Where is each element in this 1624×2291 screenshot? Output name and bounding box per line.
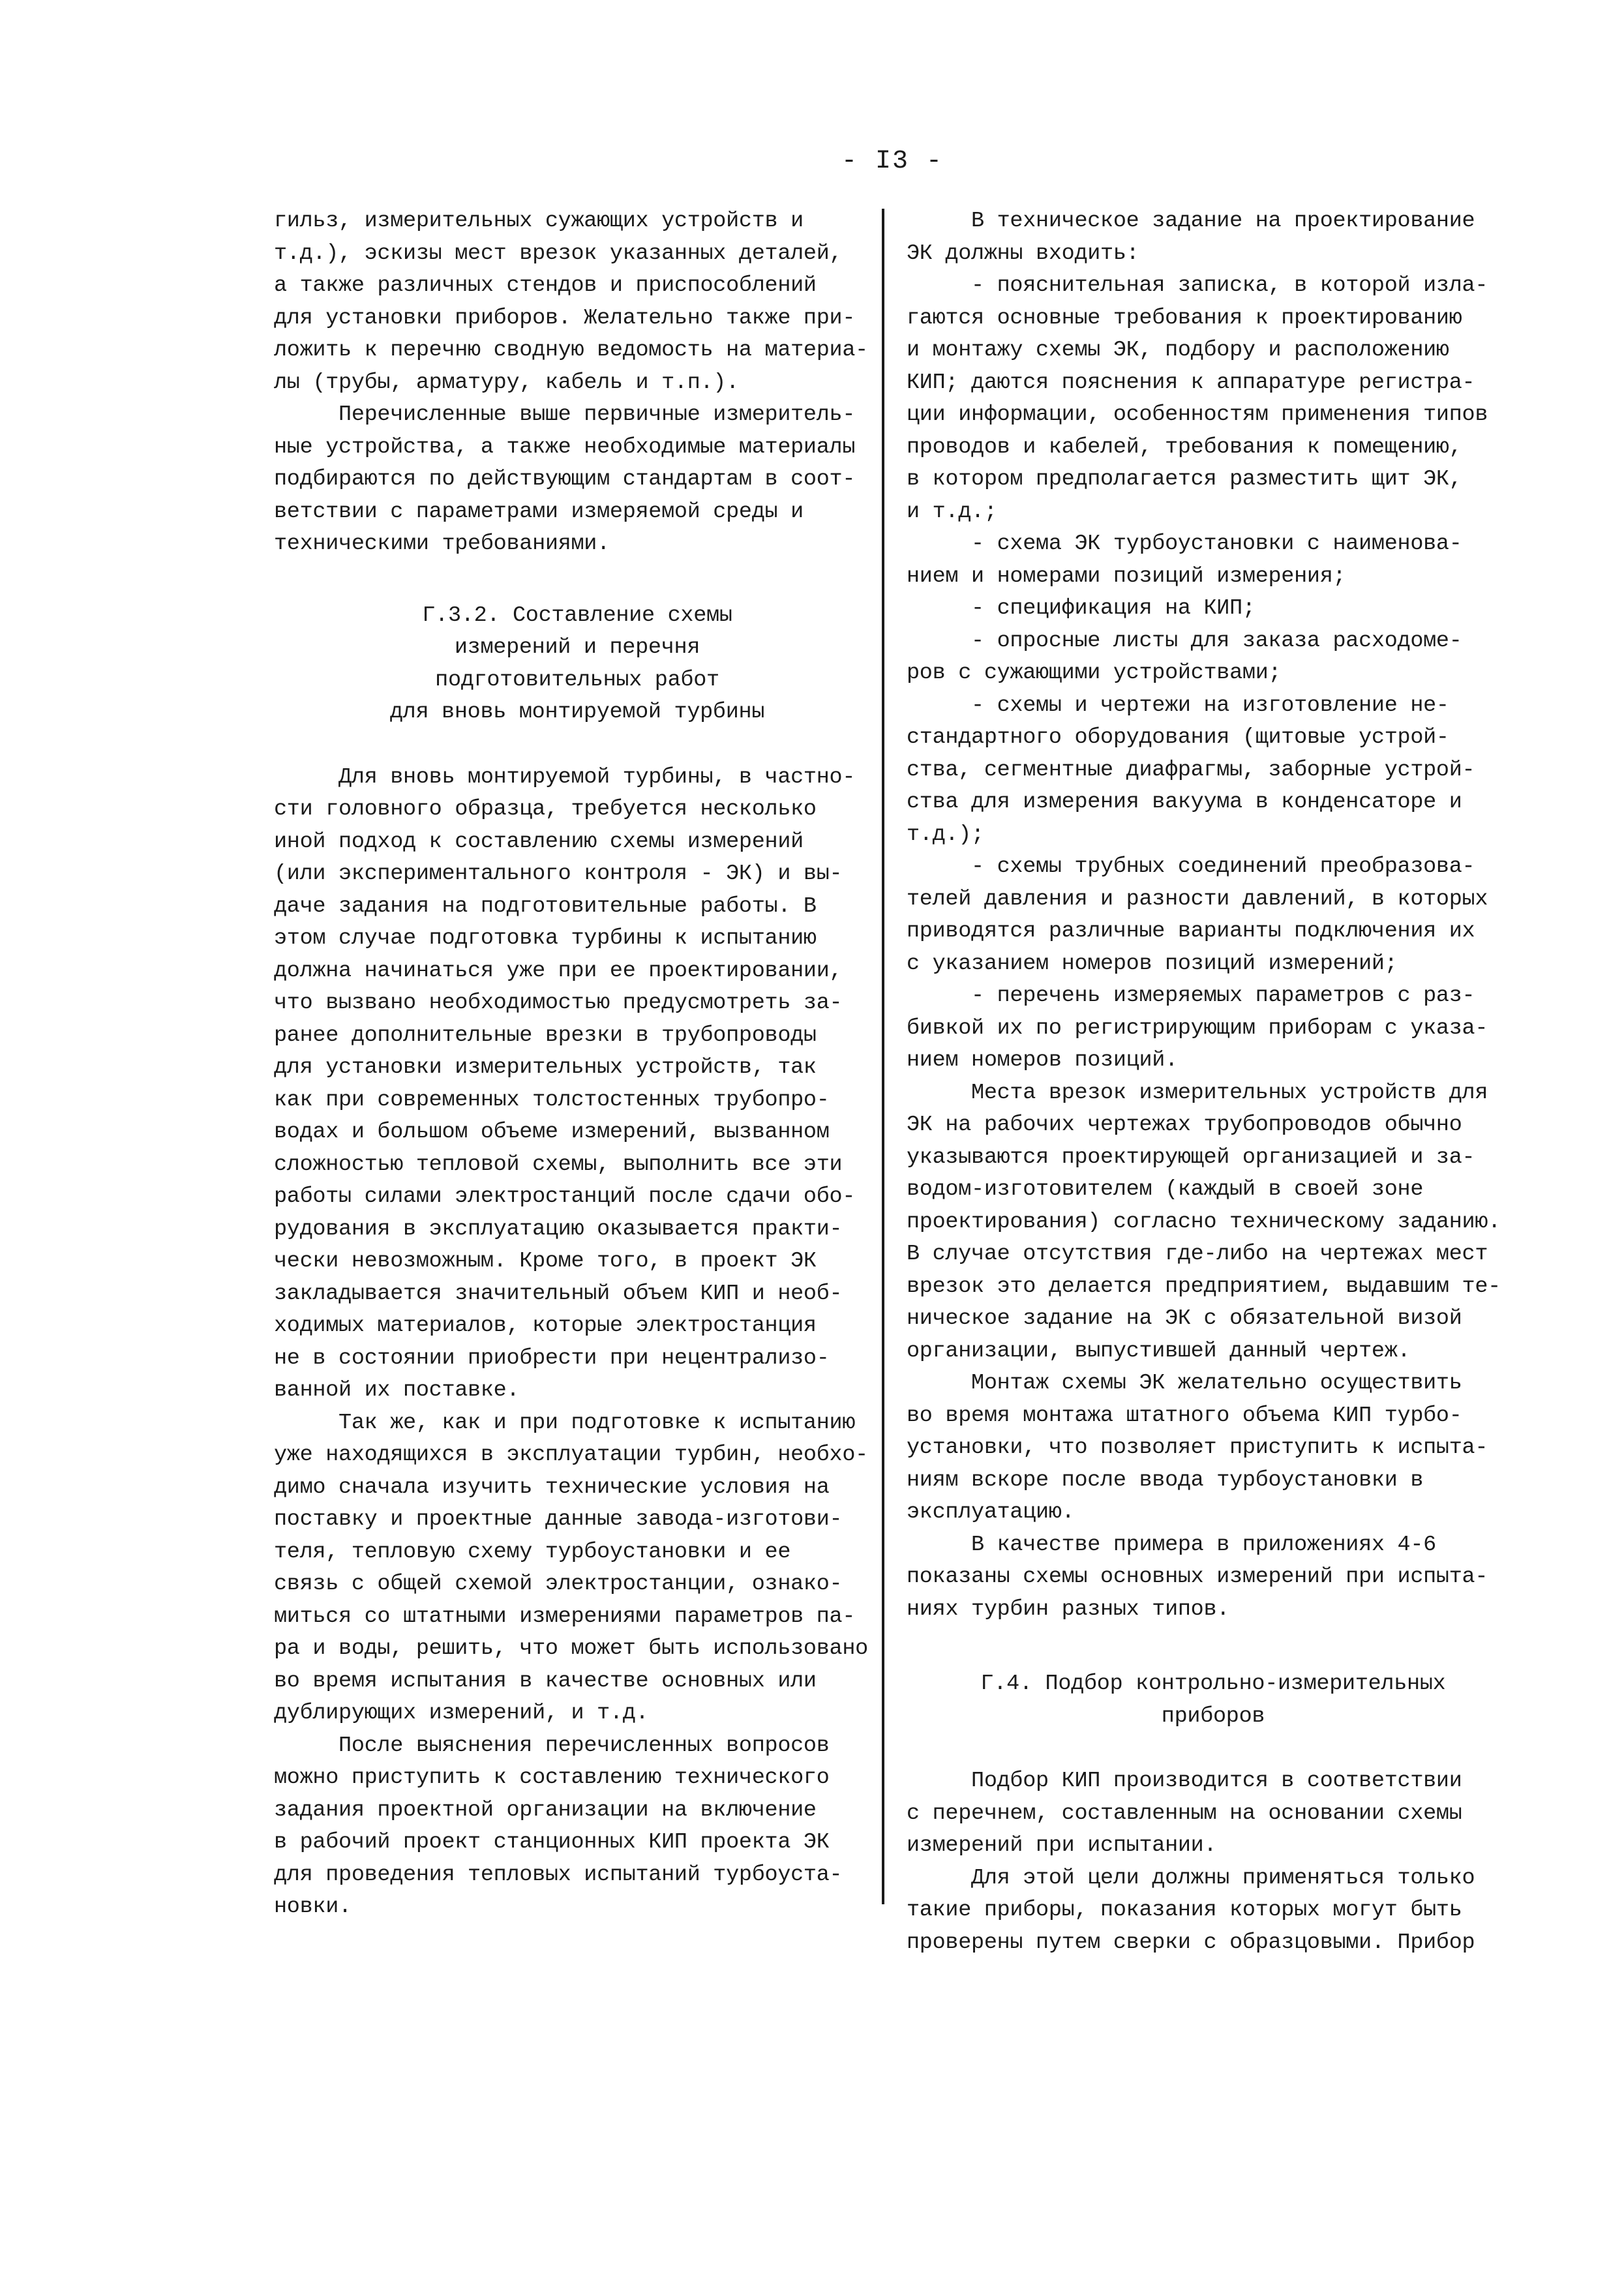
text-line: Для вновь монтируемой турбины, в частно- [274, 764, 856, 790]
text-line: - спецификация на КИП; [907, 596, 1256, 621]
text-line: Подбор КИП производится в соответствии [907, 1769, 1462, 1793]
page-number: - I3 - [841, 147, 944, 176]
heading-line: Г.3.2. Составление схемы [422, 603, 732, 628]
text-line: ра и воды, решить, что может быть использовано [274, 1636, 868, 1661]
text-line: закладывается значительный объем КИП и необ- [274, 1281, 843, 1306]
text-line: ЭК на рабочих чертежах трубопроводов обычно [907, 1113, 1462, 1137]
heading-line: для вновь монтируемой турбины [389, 700, 765, 725]
heading-line: измерений и перечня [454, 635, 700, 660]
text-line: установки, что позволяет приступить к испыта- [907, 1435, 1488, 1460]
text-line: ложить к перечню сводную ведомость на материа- [274, 338, 868, 363]
text-line: миться со штатными измерениями параметров па- [274, 1604, 856, 1629]
text-line: проектирования) согласно техническому заданию. [907, 1209, 1501, 1235]
text-line: гаются основные требования к проектированию [907, 305, 1462, 331]
text-line: этом случае подготовка турбины к испытанию [274, 926, 817, 951]
text-line: ванной их поставке. [274, 1378, 520, 1403]
text-line: врезок это делается предприятием, выдавшим те- [907, 1274, 1501, 1299]
text-line: уже находящихся в эксплуатации турбин, необхо- [274, 1443, 868, 1467]
text-line: подбираются по действующим стандартам в соот- [274, 467, 856, 492]
text-line: бивкой их по регистрирующим приборам с указа- [907, 1015, 1488, 1041]
text-line: в рабочий проект станционных КИП проекта ЭК [274, 1830, 830, 1855]
text-line: Перечисленные выше первичные измеритель- [274, 402, 856, 427]
text-line: измерений при испытании. [907, 1833, 1217, 1858]
text-line: дублирующих измерений, и т.д. [274, 1701, 649, 1726]
text-line: Монтаж схемы ЭК желательно осуществить [907, 1371, 1462, 1396]
text-line: во время монтажа штатного объема КИП турбо- [907, 1403, 1462, 1428]
text-line: ниях турбин разных типов. [907, 1596, 1230, 1622]
text-line: рудования в эксплуатацию оказывается практи- [274, 1216, 843, 1242]
text-line: (или экспериментального контроля - ЭК) и вы- [274, 861, 843, 886]
text-line: ЭК должны входить: [907, 241, 1139, 266]
text-line: организации, выпустившей данный чертеж. [907, 1338, 1411, 1364]
text-line: - схема ЭК турбоустановки с наименова- [907, 532, 1462, 556]
text-line: даче задания на подготовительные работы. В [274, 893, 817, 919]
text-line: Так же, как и при подготовке к испытанию [274, 1410, 856, 1435]
left-column [274, 205, 880, 1924]
text-line: проверены путем сверки с образцовыми. Прибор [907, 1930, 1475, 1955]
right-paragraphs-b [907, 1765, 1520, 1959]
text-line: указываются проектирующей организацией и за- [907, 1145, 1475, 1170]
text-line: ства, сегментные диафрагмы, заборные устрой- [907, 757, 1475, 783]
text-line: для установки приборов. Желательно также при- [274, 305, 856, 331]
text-line: показаны схемы основных измерений при испыта- [907, 1565, 1488, 1589]
text-line: ранее дополнительные врезки в трубопроводы [274, 1023, 817, 1048]
text-line: эксплуатацию. [907, 1500, 1075, 1525]
text-line: телей давления и разности давлений, в которых [907, 886, 1488, 912]
text-line: с перечнем, составленным на основании схемы [907, 1801, 1462, 1826]
text-line: лы (трубы, арматуру, кабель и т.п.). [274, 370, 739, 395]
heading-line: приборов [1161, 1703, 1265, 1729]
section-heading-g4 [907, 1668, 1520, 1733]
text-line: - схемы и чертежи на изготовление не- [907, 693, 1449, 718]
text-line: ства для измерения вакуума в конденсаторе и [907, 790, 1462, 815]
text-line: и т.д.; [907, 499, 997, 524]
spacer [274, 729, 880, 762]
text-line: с указанием номеров позиций измерений; [907, 951, 1398, 976]
text-line: для установки измерительных устройств, так [274, 1055, 817, 1080]
text-line: а также различных стендов и приспособлений [274, 273, 817, 298]
column-divider [882, 209, 884, 1904]
text-line: такие приборы, показания которых могут быть [907, 1898, 1462, 1923]
text-line: в котором предполагается разместить щит ЭК, [907, 467, 1462, 492]
text-line: сти головного образца, требуется несколько [274, 797, 817, 822]
text-line: работы силами электростанций после сдачи обо- [274, 1184, 856, 1209]
text-line: В качестве примера в приложениях 4-6 [907, 1532, 1436, 1557]
text-line: ходимых материалов, которые электростанция [274, 1313, 817, 1338]
text-line: чески невозможным. Кроме того, в проект ЭК [274, 1249, 817, 1274]
text-line: После выяснения перечисленных вопросов [274, 1733, 830, 1758]
right-paragraphs-a [907, 205, 1520, 1626]
text-line: ническое задание на ЭК с обязательной визой [907, 1306, 1462, 1331]
text-line: не в состоянии приобрести при нецентрализо- [274, 1345, 830, 1371]
text-line: приводятся различные варианты подключения их [907, 919, 1475, 944]
text-line: - опросные листы для заказа расходоме- [907, 628, 1462, 653]
text-line: т.д.); [907, 822, 984, 847]
spacer [274, 561, 880, 600]
text-line: Места врезок измерительных устройств для [907, 1080, 1488, 1105]
text-line: В случае отсутствия где-либо на чертежах мест [907, 1242, 1488, 1266]
text-line: водом-изготовителем (каждый в своей зоне [907, 1177, 1424, 1202]
text-line: - пояснительная записка, в которой изла- [907, 273, 1488, 298]
text-line: задания проектной организации на включение [274, 1797, 817, 1823]
right-column [907, 205, 1520, 1959]
text-line: КИП; даются пояснения к аппаратуре регистра- [907, 370, 1475, 395]
text-line: ниям вскоре после ввода турбоустановки в [907, 1467, 1424, 1493]
text-line: - схемы трубных соединений преобразова- [907, 854, 1475, 879]
text-line: связь с общей схемой электростанции, ознако- [274, 1572, 843, 1596]
text-line: димо сначала изучить технические условия на [274, 1475, 830, 1500]
text-line: и монтажу схемы ЭК, подбору и расположению [907, 338, 1449, 363]
text-line: можно приступить к составлению технического [274, 1765, 830, 1790]
text-line: ции информации, особенностям применения типов [907, 402, 1488, 427]
text-line: стандартного оборудования (щитовые устрой- [907, 725, 1449, 750]
text-line: Для этой цели должны применяться только [907, 1865, 1475, 1891]
spacer [907, 1733, 1520, 1765]
text-line: гильз, измерительных сужающих устройств и [274, 209, 804, 233]
text-line: ров с сужающими устройствами; [907, 661, 1282, 685]
text-line: иной подход к составлению схемы измерений [274, 829, 804, 854]
heading-line: Г.4. Подбор контрольно-измерительных [980, 1671, 1446, 1696]
text-line: поставку и проектные данные завода-изготови- [274, 1507, 843, 1532]
text-line: т.д.), эскизы мест врезок указанных деталей, [274, 241, 843, 266]
text-line: должна начинаться уже при ее проектировании, [274, 958, 843, 983]
text-line: нием и номерами позиций измерения; [907, 563, 1346, 589]
text-line: новки. [274, 1894, 352, 1919]
text-line: теля, тепловую схему турбоустановки и ее [274, 1539, 791, 1565]
text-line: сложностью тепловой схемы, выполнить все эти [274, 1152, 843, 1177]
left-paragraphs-a [274, 205, 880, 561]
text-line: ные устройства, а также необходимые материалы [274, 434, 856, 460]
text-line: что вызвано необходимостью предусмотреть за- [274, 991, 843, 1015]
text-line: как при современных толстостенных трубопро- [274, 1087, 830, 1113]
text-line: проводов и кабелей, требования к помещению, [907, 434, 1462, 460]
text-line: - перечень измеряемых параметров с раз- [907, 983, 1475, 1008]
text-line: нием номеров позиций. [907, 1048, 1178, 1073]
left-paragraphs-b [274, 762, 880, 1924]
heading-line: подготовительных работ [435, 667, 719, 693]
text-line: ветствии с параметрами измеряемой среды и [274, 499, 804, 524]
text-line: во время испытания в качестве основных или [274, 1668, 817, 1694]
text-line: водах и большом объеме измерений, вызванном [274, 1120, 830, 1145]
spacer [907, 1626, 1520, 1668]
section-heading-g32 [274, 600, 880, 729]
text-line: В техническое задание на проектирование [907, 209, 1475, 233]
text-line: для проведения тепловых испытаний турбоуста- [274, 1862, 843, 1887]
text-line: техническими требованиями. [274, 532, 610, 556]
